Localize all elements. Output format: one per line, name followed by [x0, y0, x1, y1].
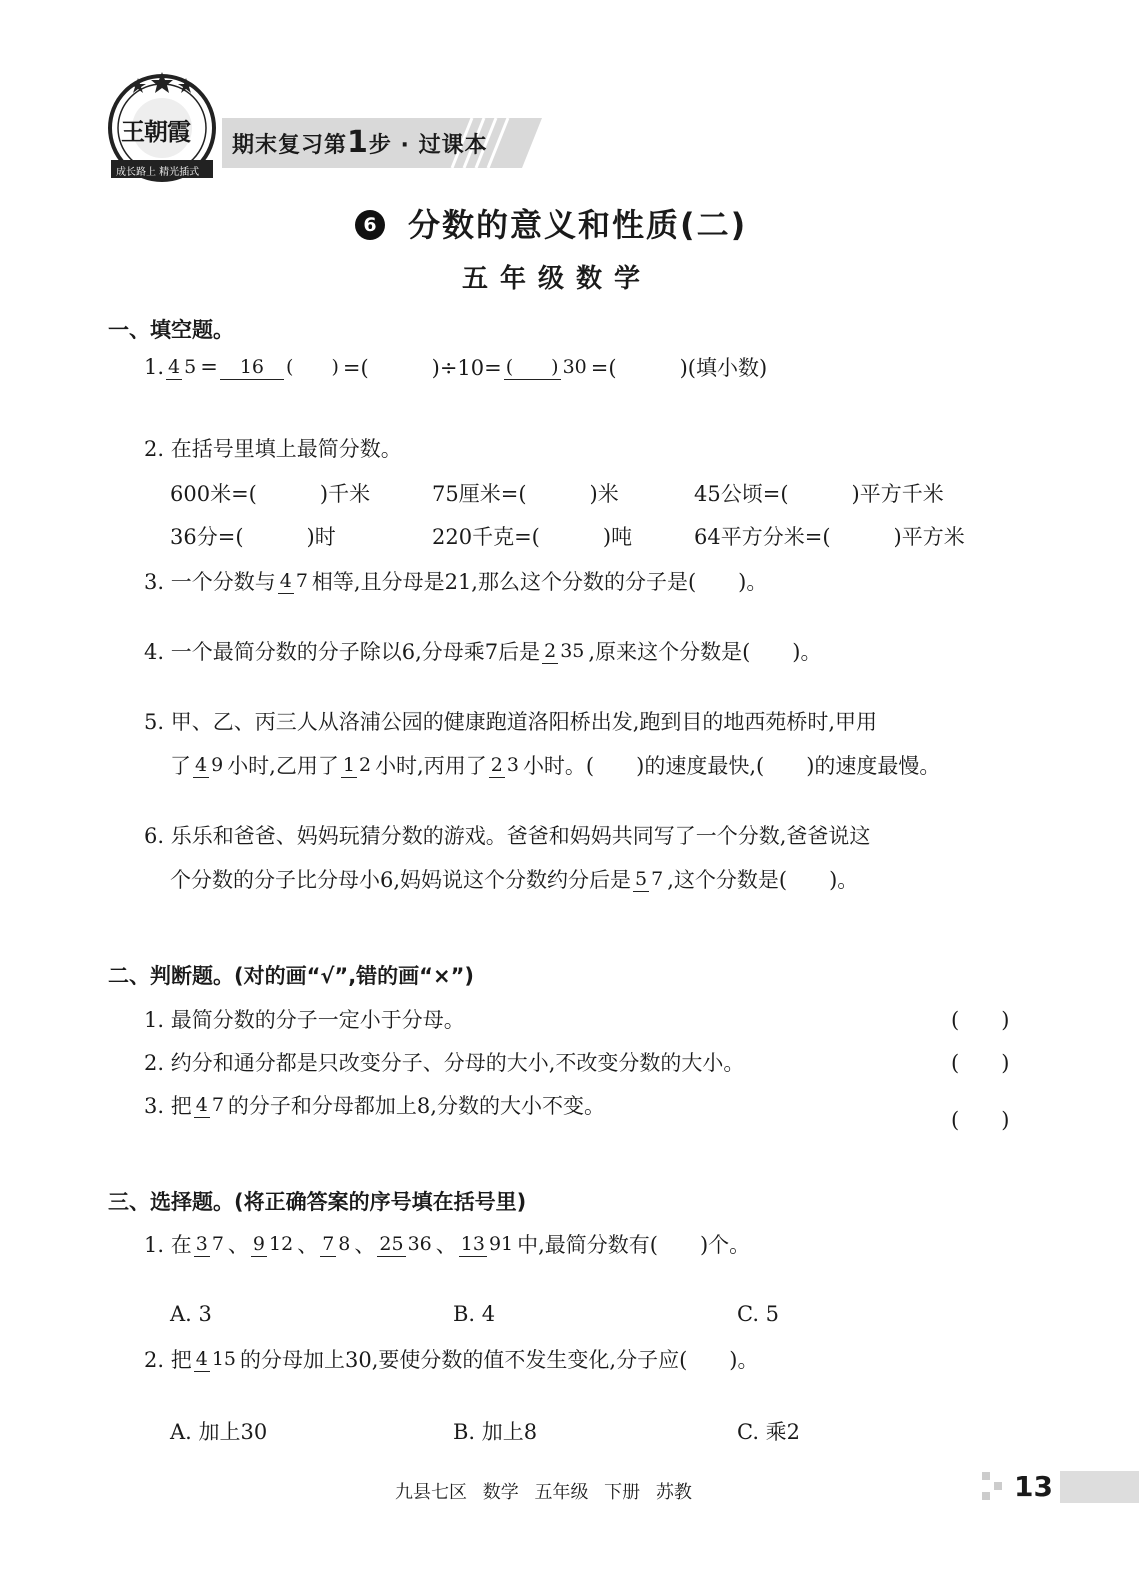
q3-text: 相等,且分母是21,那么这个分数的分子是( )。	[311, 570, 768, 594]
separator: 、	[297, 1233, 319, 1257]
fraction	[220, 355, 341, 380]
fraction	[504, 355, 589, 380]
section-1-title: 一、填空题。	[108, 318, 234, 342]
numerator: 9	[252, 1232, 265, 1255]
conversion-item: 36分=( )时	[170, 525, 336, 549]
choice-question-1	[144, 1229, 750, 1259]
choice-q1-text: 1. 在	[144, 1233, 192, 1257]
page-number-bar	[1060, 1471, 1139, 1503]
fraction	[542, 639, 586, 664]
logo-ribbon: 成长路上 精光插式	[116, 167, 200, 178]
banner-suffix: 步 · 过课本	[368, 133, 488, 158]
numerator: 2	[544, 639, 557, 662]
q6-text: 个分数的分子比分母小6,妈妈说这个分数约分后是	[170, 868, 632, 892]
choice-q1-options	[170, 1302, 779, 1326]
fraction	[341, 753, 373, 778]
q4-text: ,原来这个分数是( )。	[588, 640, 822, 664]
conversion-item: 220千克=( )吨	[432, 525, 633, 549]
option-a[interactable]: A. 加上30	[170, 1420, 268, 1444]
separator: 、	[435, 1233, 457, 1257]
judge-q3-text: 的分子和分母都加上8,分数的大小不变。	[227, 1094, 605, 1118]
option-c[interactable]: C. 5	[737, 1302, 780, 1326]
question-1-2-row-2	[170, 521, 965, 551]
question-1-3	[144, 566, 767, 596]
choice-q2-text: 2. 把	[144, 1348, 192, 1372]
numerator: 4	[195, 1093, 208, 1116]
q5-text: 小时。( )的速度最快,( )的速度最慢。	[522, 754, 941, 778]
fraction	[320, 1232, 352, 1257]
denominator: 35	[560, 639, 585, 662]
numerator: 4	[195, 753, 208, 776]
option-b[interactable]: B. 加上8	[453, 1420, 538, 1444]
chapter-title: 分数的意义和性质(二)	[408, 206, 748, 244]
denominator: 7	[651, 867, 664, 890]
page-number: 13	[1014, 1470, 1053, 1503]
question-1-4	[144, 636, 821, 666]
choice-question-2	[144, 1344, 758, 1374]
numerator: 16	[220, 356, 284, 380]
footer-book-info: 九县七区 数学 五年级 下册 苏教	[395, 1482, 692, 1503]
question-1-2: 2. 在括号里填上最简分数。	[144, 437, 402, 461]
fraction	[194, 1232, 226, 1257]
separator: 、	[354, 1233, 376, 1257]
conversion-item: 75厘米=( )米	[432, 482, 619, 506]
fraction	[251, 1232, 295, 1257]
denominator: 36	[407, 1232, 432, 1255]
answer-paren[interactable]: ( )	[951, 1108, 1010, 1132]
denominator: 2	[358, 753, 372, 776]
denominator: 30	[562, 355, 587, 378]
section-3-title: 三、选择题。(将正确答案的序号填在括号里)	[108, 1190, 527, 1214]
judge-question-3	[144, 1090, 605, 1120]
option-a[interactable]: A. 3	[170, 1302, 212, 1326]
fraction	[193, 753, 225, 778]
judge-question-2: 2. 约分和通分都是只改变分子、分母的大小,不改变分数的大小。	[144, 1051, 745, 1075]
banner-step-number: 1	[347, 125, 369, 160]
conversion-item: 45公顷=( )平方千米	[694, 482, 944, 506]
fraction	[166, 355, 198, 380]
judge-q3-text: 3. 把	[144, 1094, 192, 1118]
numerator: 13	[460, 1232, 485, 1255]
fraction	[278, 569, 310, 594]
choice-q2-text: 的分母加上30,要使分数的值不发生变化,分子应( )。	[240, 1348, 759, 1372]
denominator-blank[interactable]: ( )	[286, 355, 339, 378]
judge-question-1: 1. 最简分数的分子一定小于分母。	[144, 1008, 465, 1032]
numerator: 2	[490, 753, 503, 776]
answer-paren[interactable]: ( )	[951, 1008, 1010, 1032]
conversion-item: 600米=( )千米	[170, 482, 371, 506]
denominator: 7	[211, 1093, 224, 1116]
q1-end: =( )(填小数)	[590, 356, 768, 380]
equals-sign: =	[200, 355, 218, 379]
separator: 、	[227, 1233, 249, 1257]
q5-text: 了	[170, 754, 191, 778]
option-b[interactable]: B. 4	[453, 1302, 496, 1326]
question-1-1	[144, 352, 767, 382]
option-c[interactable]: C. 乘2	[737, 1420, 801, 1444]
banner-prefix: 期末复习第	[232, 133, 348, 158]
numerator: 4	[195, 1347, 208, 1370]
q3-text: 3. 一个分数与	[144, 570, 276, 594]
numerator: 3	[195, 1232, 208, 1255]
denominator: 5	[184, 355, 197, 378]
question-1-5-line-1: 5. 甲、乙、丙三人从洛浦公园的健康跑道洛阳桥出发,跑到目的地西苑桥时,甲用	[144, 710, 878, 734]
denominator: 7	[211, 1232, 224, 1255]
numerator: 4	[168, 355, 181, 378]
question-1-2-row-1	[170, 478, 944, 508]
numerator: 7	[322, 1232, 335, 1255]
answer-paren[interactable]: ( )	[951, 1051, 1010, 1075]
numerator-blank[interactable]: ( )	[505, 355, 559, 378]
denominator: 91	[488, 1232, 514, 1255]
q5-text: 小时,乙用了	[227, 754, 339, 778]
fraction	[194, 1093, 226, 1118]
denominator: 9	[211, 753, 224, 776]
chapter-number-badge: 6	[355, 210, 385, 240]
fraction	[633, 867, 665, 892]
numerator: 25	[379, 1232, 404, 1255]
denominator: 7	[295, 569, 308, 592]
q6-text: ,这个分数是( )。	[667, 868, 859, 892]
denominator: 15	[211, 1347, 236, 1370]
fraction	[489, 753, 521, 778]
fraction	[377, 1232, 433, 1257]
numerator: 5	[635, 867, 648, 890]
numerator: 1	[342, 753, 355, 776]
q1-number: 1.	[144, 355, 165, 379]
choice-q1-text: 中,最简分数有( )个。	[517, 1233, 751, 1257]
banner-title	[232, 125, 488, 160]
denominator: 3	[506, 753, 519, 776]
numerator: 4	[279, 569, 292, 592]
fraction	[459, 1232, 515, 1257]
question-1-6-line-1: 6. 乐乐和爸爸、妈妈玩猜分数的游戏。爸爸和妈妈共同写了一个分数,爸爸说这	[144, 824, 871, 848]
conversion-item: 64平方分米=( )平方米	[694, 525, 965, 549]
q4-text: 4. 一个最简分数的分子除以6,分母乘7后是	[144, 640, 541, 664]
choice-q2-options	[170, 1416, 800, 1446]
denominator: 8	[338, 1232, 351, 1255]
section-2-title: 二、判断题。(对的画“√”,错的画“×”)	[108, 964, 474, 988]
logo-text: 王朝霞	[121, 117, 190, 146]
q5-text: 小时,丙用了	[375, 754, 487, 778]
question-1-6-line-2	[170, 864, 858, 894]
question-1-5-line-2	[170, 750, 940, 780]
page-subtitle: 五年级数学	[462, 264, 653, 294]
fraction	[194, 1347, 238, 1372]
q1-middle: =( )÷10=	[342, 356, 502, 380]
denominator: 12	[269, 1232, 294, 1255]
page-corner-decoration	[982, 1472, 1008, 1502]
